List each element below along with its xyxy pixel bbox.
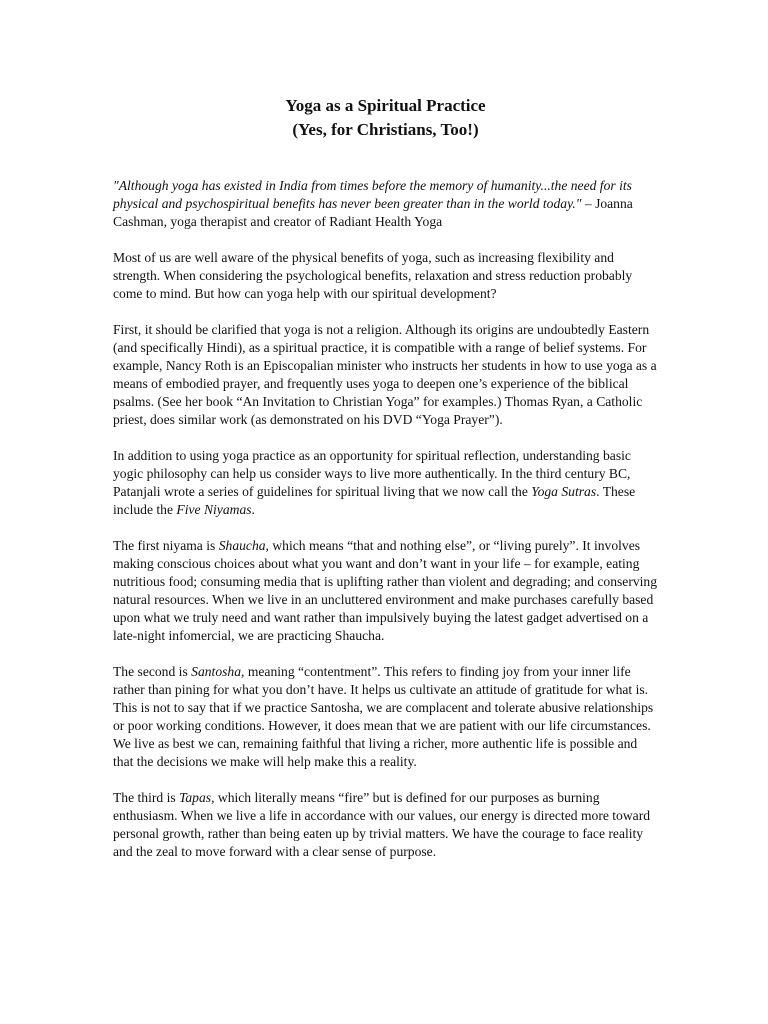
p4-italic-shaucha: Shaucha <box>218 538 266 553</box>
p3-text-2: . These include the <box>113 484 636 517</box>
epigraph <box>113 177 658 231</box>
title-line-1: Yoga as a Spiritual Practice <box>285 96 486 115</box>
p3-text-3: . <box>251 502 255 517</box>
paragraph-physical-benefits: Most of us are well aware of the physical benefits of yoga, such as increasing flexibility and strength. When considering the psychological benefits, relaxation and stress reduction probably come to mind. But how can yoga help with our spiritual development? <box>113 250 633 301</box>
p5-text-1: The second is <box>113 664 192 679</box>
paragraph-yogic-philosophy <box>113 447 658 519</box>
p6-text-1: The third is <box>113 790 180 805</box>
p3-text-1: In addition to using yoga practice as an opportunity for spiritual reflection, understanding basic yogic philosophy can help us consider ways to live more authentically. In the third century BC, Patanjali wrote a series of guidelines for spiritual living that we now call the <box>113 448 631 499</box>
p5-text-2: , meaning “contentment”. This refers to finding joy from your inner life rather than pining for what you don’t have. It helps us cultivate an attitude of gratitude for what is. This is not to say that if we practice Santosha, we are complacent and tolerate abusive relationships or poor working conditions. However, it does mean that we are patient with our life circumstances. We live as best we can, remaining faithful that living a richer, more authentic life is possible and that the decisions we make will help make this a reality. <box>113 664 654 769</box>
document-page <box>113 94 658 861</box>
p4-text-1: The first niyama is <box>113 538 219 553</box>
p3-italic-five-niyamas: Five Niyamas <box>176 502 252 517</box>
paragraph-tapas <box>113 789 658 861</box>
epigraph-quote: "Although yoga has existed in India from times before the memory of humanity...the need for its physical and psychospiritual benefits has never been greater than in the world today." <box>113 178 632 211</box>
paragraph-santosha <box>113 663 658 771</box>
paragraph-not-a-religion: First, it should be clarified that yoga is not a religion. Although its origins are undoubtedly Eastern (and specifically Hindi), as a spiritual practice, it is compatible with a range of belief systems. For example, Nancy Roth is an Episcopalian minister who instructs her students in how to use yoga as a means of embodied prayer, and frequently uses yoga to deepen one’s experience of the biblical psalms. (See her book “An Invitation to Christian Yoga” for examples.) Thomas Ryan, a Catholic priest, does similar work (as demonstrated on his DVD “Yoga Prayer”). <box>113 322 657 427</box>
epigraph-attribution: – Joanna Cashman, yoga therapist and creator of Radiant Health Yoga <box>113 196 633 229</box>
p6-italic-tapas: Tapas <box>179 790 212 805</box>
p4-text-2: , which means “that and nothing else”, or “living purely”. It involves making conscious choices about what you want and don’t want in your life – for example, eating nutritious food; consuming media that is uplifting rather than violent and degrading; and conserving natural resources. When we live in an uncluttered environment and make purchases carefully based upon what we truly need and want rather than impulsively buying the latest gadget advertised on a late-night infomercial, we are practicing Shaucha. <box>113 538 658 643</box>
p3-italic-yoga-sutras: Yoga Sutras <box>531 484 597 499</box>
paragraph-shaucha <box>113 537 658 645</box>
document-title <box>113 94 658 142</box>
title-line-2: (Yes, for Christians, Too!) <box>292 120 479 139</box>
p5-italic-santosha: Santosha <box>191 664 242 679</box>
p6-text-2: , which literally means “fire” but is defined for our purposes as burning enthusiasm. When we live a life in accordance with our values, our energy is directed more toward personal growth, rather than being eaten up by trivial matters. We have the courage to face reality and the zeal to move forward with a clear sense of purpose. <box>113 790 651 859</box>
